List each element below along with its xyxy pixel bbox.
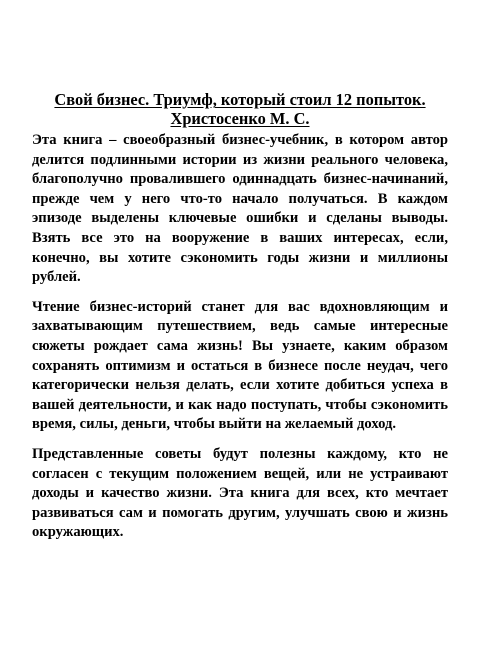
- paragraph-3: Представленные советы будут полезны каждому, кто не согласен с текущим положением вещей, или не устраивают доходы и качество жизни. Эта книга для всех, кто мечтает развиваться сам и помогать другим, улучшать свою и жизнь окружающих.: [32, 445, 448, 541]
- book-author: Христосенко М. С.: [170, 109, 310, 128]
- book-title: Свой бизнес. Триумф, который стоил 12 попыток.: [54, 90, 426, 109]
- paragraph-1: Эта книга – своеобразный бизнес-учебник, в котором автор делится подлинными истории из жизни реального человека, благополучно провалившего одиннадцать бизнес-начинаний, прежде чем у него что-то начало получаться. В каждом эпизоде выделены ключевые ошибки и сделаны выводы. Взять все это на вооружение в ваших интересах, если, конечно, вы хотите сэкономить годы жизни и миллионы рублей.: [32, 132, 448, 286]
- paragraph-2: Чтение бизнес-историй станет для вас вдохновляющим и захватывающим путешествием, ведь самые интересные сюжеты рождает сама жизнь! Вы узнаете, каким образом сохранять оптимизм и остаться в бизнесе после неудач, чего категорически нельзя делать, если хотите добиться успеха в вашей деятельности, и как надо поступать, чтобы сэкономить время, силы, деньги, чтобы выйти на желаемый доход.: [32, 298, 448, 433]
- document-body: [32, 131, 448, 553]
- document-title: [30, 90, 450, 128]
